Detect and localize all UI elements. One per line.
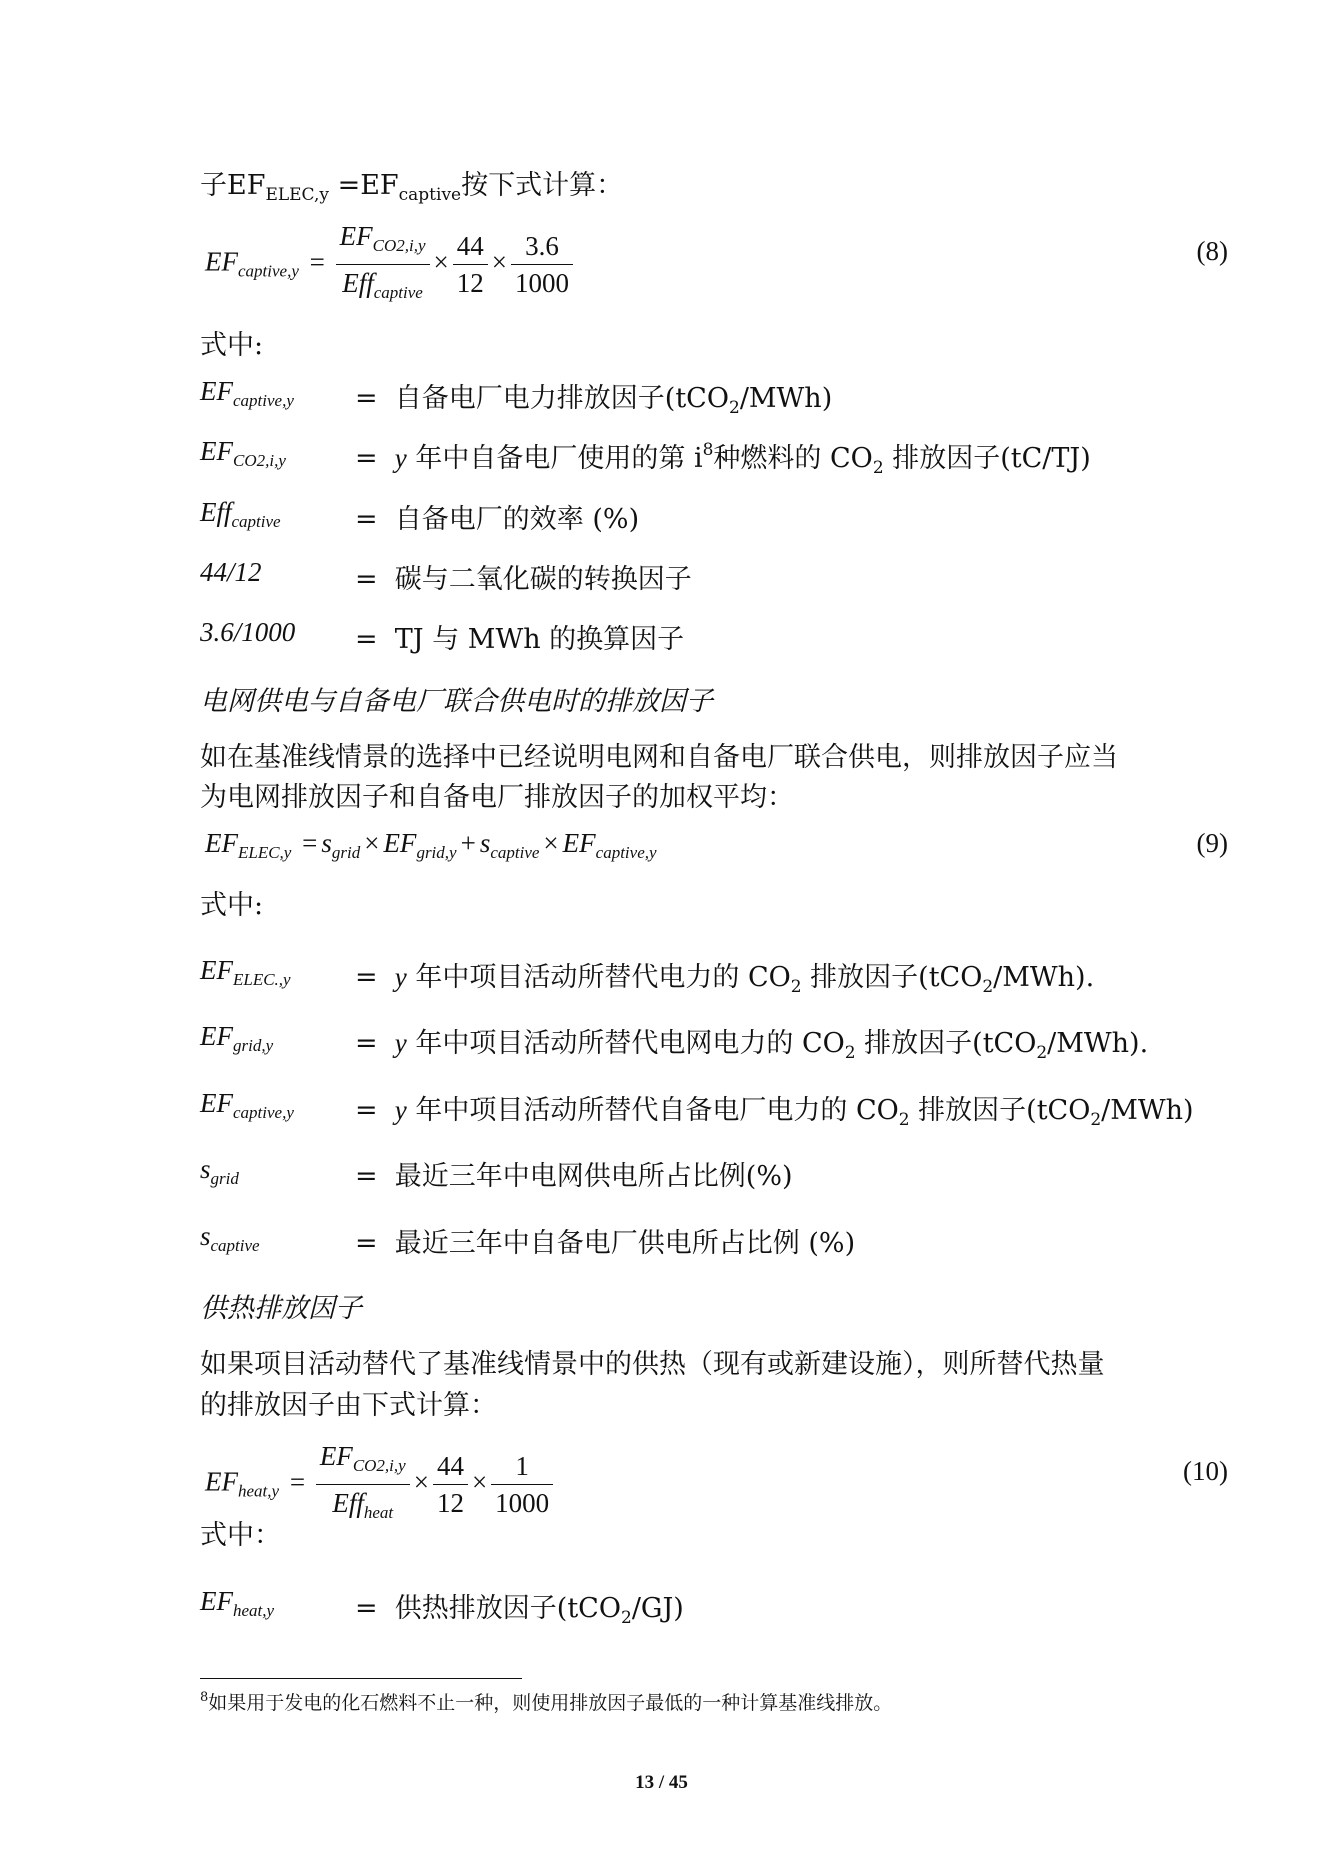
footnote-separator (200, 1678, 522, 1679)
definition: = 供热排放因子(tCO$_2$/GJ) (355, 1593, 684, 1628)
definition: = y 年中自备电厂使用的第 $i^8$种燃料的 $CO_2$ 排放因子(tC/TJ) (355, 440, 1091, 478)
equation-number: (8) (1196, 236, 1228, 266)
symbol: $EF_{captive,y}$ (200, 376, 294, 410)
where-label: 式中: (200, 890, 264, 921)
definition: = y 年中项目活动所替代自备电厂电力的 $CO_2$ 排放因子(tCO$_2$/MWh) (355, 1095, 1194, 1130)
definition: = y 年中项目活动所替代电力的 $CO_2$ 排放因子(tCO$_2$/MWh). (355, 962, 1095, 997)
symbol: $s_{grid}$ (200, 1154, 239, 1188)
symbol: $EF_{CO2,i,y}$ (200, 436, 286, 470)
equation-8: $EF_{captive,y}$ = $\frac{EF_{CO2,i,y}}{Eff_{captive}}$ × $\frac{44}{12}$ × $\frac{3.6}{1000}$ (205, 218, 573, 311)
symbol: $EF_{captive,y}$ (200, 1088, 294, 1122)
fraction: $\frac{1}{1000}$ (491, 1448, 553, 1521)
section-heading: 电网供电与自备电厂联合供电时的排放因子 (200, 686, 713, 717)
symbol: $EF_{grid,y}$ (200, 1021, 274, 1055)
fraction: $\frac{3.6}{1000}$ (511, 228, 573, 301)
definition: = 自备电厂电力排放因子(tCO$_2$/MWh) (355, 383, 833, 418)
symbol: Eff$_{captive}$ (200, 497, 281, 531)
footnote: $^8$如果用于发电的化石燃料不止一种，则使用排放因子最低的一种计算基准线排放。 (200, 1690, 893, 1714)
equation-number: (10) (1183, 1456, 1228, 1486)
fraction: $\frac{EF_{CO2,i,y}}{Eff_{captive}}$ (336, 218, 430, 311)
equation-number: (9) (1196, 828, 1228, 858)
paragraph-line: 的排放因子由下式计算： (200, 1390, 497, 1421)
fraction: $\frac{EF_{CO2,i,y}}{Eff_{heat}}$ (316, 1438, 410, 1531)
fraction: $\frac{44}{12}$ (453, 228, 488, 301)
where-label: 式中： (200, 1520, 281, 1551)
symbol: $EF_{ELEC.,y}$ (200, 955, 291, 989)
definition: = y 年中项目活动所替代电网电力的 $CO_2$ 排放因子(tCO$_2$/MWh). (355, 1028, 1149, 1063)
definition: = 最近三年中电网供电所占比例(%) (355, 1161, 793, 1192)
symbol: 3.6/1000 (200, 617, 296, 647)
definition: = TJ 与 MWh 的换算因子 (355, 624, 685, 655)
paragraph-line: 为电网排放因子和自备电厂排放因子的加权平均： (200, 782, 794, 813)
equation-9: $EF_{ELEC,y} = s_{grid} \times EF_{grid,y} + s_{captive} \times EF_{captive,y}$ (205, 828, 657, 862)
paragraph-line: 如果项目活动替代了基准线情景中的供热（现有或新建设施），则所替代热量 (200, 1349, 1105, 1380)
equation-10: $EF_{heat,y}$ = $\frac{EF_{CO2,i,y}}{Eff_{heat}}$ × $\frac{44}{12}$ × $\frac{1}{1000}$ (205, 1438, 553, 1531)
paragraph-line: 如在基准线情景的选择中已经说明电网和自备电厂联合供电，则排放因子应当 (200, 742, 1118, 773)
definition: = 自备电厂的效率 (%) (355, 504, 640, 535)
section-heading: 供热排放因子 (200, 1293, 362, 1324)
symbol: $s_{captive}$ (200, 1221, 260, 1255)
fraction: $\frac{44}{12}$ (433, 1448, 468, 1521)
symbol: 44/12 (200, 557, 262, 587)
intro-line: 子$EF_{ELEC,y} =EF_{captive}$按下式计算： (200, 170, 624, 205)
where-label: 式中: (200, 330, 264, 361)
definition: = 碳与二氧化碳的转换因子 (355, 564, 692, 595)
page-number: 13 / 45 (635, 1772, 688, 1793)
definition: = 最近三年中自备电厂供电所占比例 (%) (355, 1228, 856, 1259)
symbol: $EF_{heat,y}$ (200, 1586, 275, 1620)
